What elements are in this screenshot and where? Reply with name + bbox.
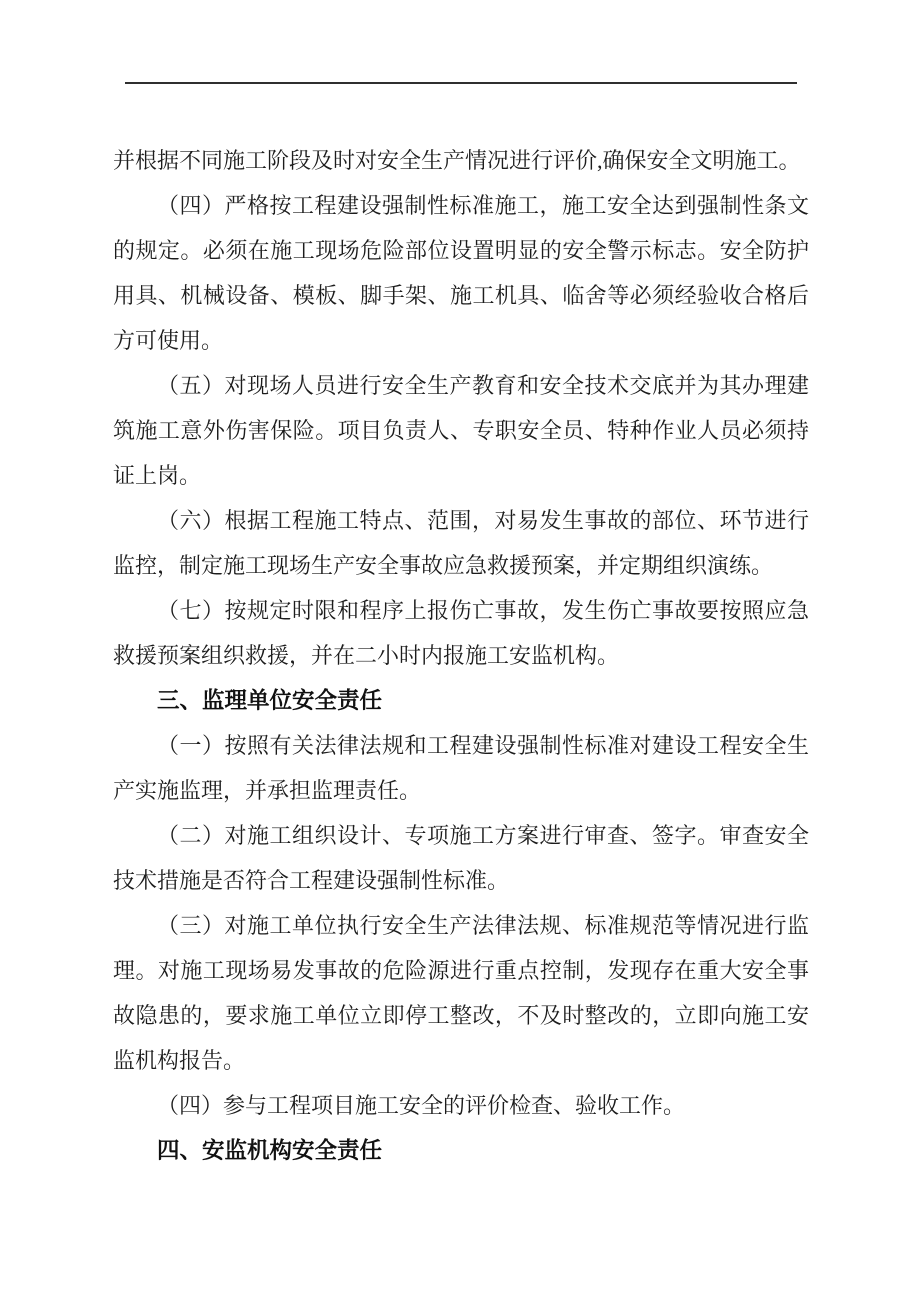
text-line: 故隐患的，要求施工单位立即停工整改，不及时整改的，立即向施工安 <box>113 1003 809 1028</box>
text-line: 监机构报告。 <box>113 1048 246 1073</box>
text-line: 产实施监理，并承担监理责任。 <box>113 778 422 803</box>
section-heading: 四、安监机构安全责任 <box>157 1138 383 1163</box>
text-line: （六）根据工程施工特点、范围，对易发生事故的部位、环节进行 <box>157 508 809 533</box>
text-line: 技术措施是否符合工程建设强制性标准。 <box>113 868 510 893</box>
document-body <box>113 138 809 1173</box>
text-line: 筑施工意外伤害保险。项目负责人、专职安全员、特种作业人员必须持 <box>113 418 809 443</box>
text-line: 方可使用。 <box>113 328 224 353</box>
text-line: （三）对施工单位执行安全生产法律法规、标准规范等情况进行监 <box>157 913 809 938</box>
text-line: 监控，制定施工现场生产安全事故应急救援预案，并定期组织演练。 <box>113 553 774 578</box>
text-line: 证上岗。 <box>113 463 202 488</box>
text-line: 的规定。必须在施工现场危险部位设置明显的安全警示标志。安全防护 <box>113 238 809 263</box>
text-line: 并根据不同施工阶段及时对安全生产情况进行评价,确保安全文明施工。 <box>113 148 801 173</box>
text-line: （七）按规定时限和程序上报伤亡事故，发生伤亡事故要按照应急 <box>157 598 809 623</box>
text-line: （四）参与工程项目施工安全的评价检查、验收工作。 <box>157 1093 686 1118</box>
text-line: 理。对施工现场易发事故的危险源进行重点控制，发现存在重大安全事 <box>113 958 809 983</box>
text-line: （二）对施工组织设计、专项施工方案进行审查、签字。审查安全 <box>157 823 809 848</box>
section-heading: 三、监理单位安全责任 <box>157 688 383 713</box>
page-header-divider <box>125 82 797 84</box>
text-line: 用具、机械设备、模板、脚手架、施工机具、临舍等必须经验收合格后 <box>113 283 809 308</box>
text-line: 救援预案组织救援，并在二小时内报施工安监机构。 <box>113 643 620 668</box>
text-line: （一）按照有关法律法规和工程建设强制性标准对建设工程安全生 <box>157 733 809 758</box>
text-line: （四）严格按工程建设强制性标准施工，施工安全达到强制性条文 <box>157 193 809 218</box>
text-line: （五）对现场人员进行安全生产教育和安全技术交底并为其办理建 <box>157 373 809 398</box>
